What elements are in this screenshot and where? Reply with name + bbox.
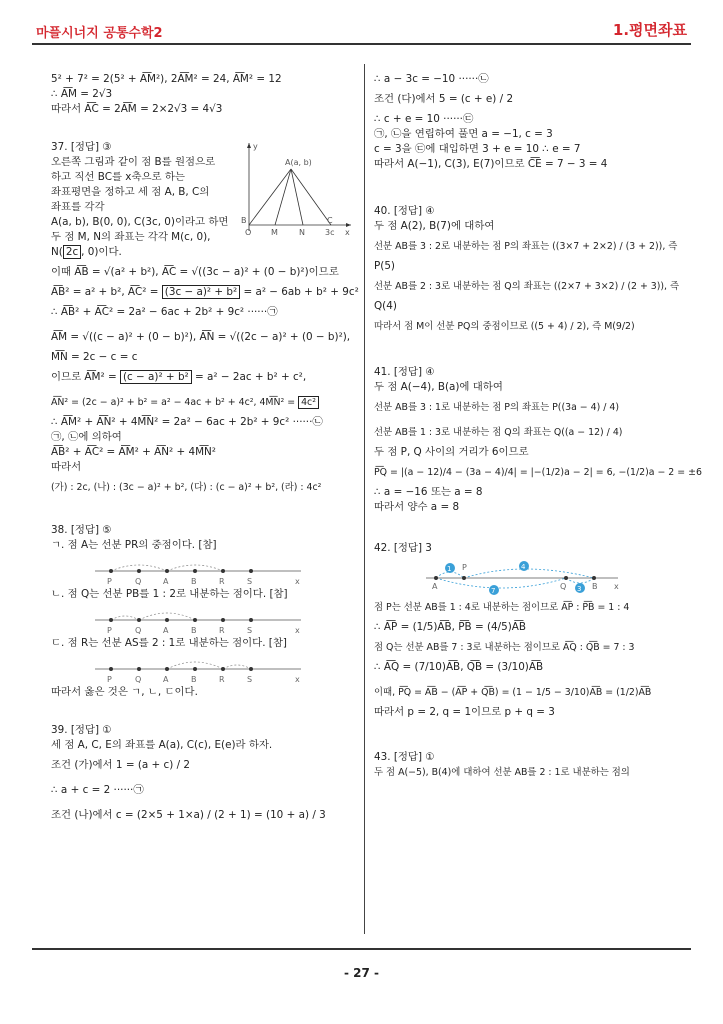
solution-text: 좌표평면을 정하고 세 점 A, B, C의 [51, 186, 210, 198]
b-label: B [191, 626, 197, 635]
statement: ㄷ. 점 R는 선분 AS를 2 : 1로 내분하는 점이다. [참] [51, 637, 287, 649]
origin-label: O [245, 228, 252, 237]
solution-text: 선분 AB를 3 : 2로 내분하는 점 P의 좌표는 ((3×7 + 2×2) / (3 + 2)), 즉 [374, 241, 678, 252]
equation: 따라서 [51, 461, 82, 473]
q-label: Q [135, 675, 142, 684]
ratio-4-badge: 4 [521, 563, 526, 571]
p-label: P [462, 563, 467, 572]
equation: A͞N² = (2c − a)² + b² = a² − 4ac + b² + 4c², 4M͞N² = [51, 397, 299, 408]
solution-text: ∴ A͞P = (1/5)A͞B, P͞B = (4/5)A͞B [374, 621, 527, 633]
answer-heading: 41. [정답] ④ [374, 366, 435, 378]
triangle-coordinate-figure [239, 139, 357, 239]
solution-text: 두 점 A(−4), B(a)에 대하여 [374, 381, 503, 393]
intro-line: ∴ a − 3c = −10 ······㉡ [374, 73, 489, 85]
answer-heading: 43. [정답] ① [374, 751, 435, 763]
solution-text: 두 점 A(2), B(7)에 대하여 [374, 220, 495, 232]
tick-3c-label: 3c [325, 228, 335, 237]
equation: ∴ A͞B² + A͞C² = 2a² − 6ac + 2b² + 9c² ······㉠ [51, 306, 278, 318]
problem-38 [51, 523, 369, 700]
q-label: Q [560, 582, 567, 591]
solution-text: ∴ a = −16 또는 a = 8 [374, 486, 483, 498]
equation: 이므로 A͞M² = [51, 371, 120, 383]
intro-line: 따라서 A͞C = 2A͞M = 2×2√3 = 4√3 [51, 103, 223, 115]
equation: = a² − 2ac + b² + c², [191, 371, 307, 383]
answer-heading: 38. [정답] ⑤ [51, 524, 112, 536]
right-column [374, 72, 702, 780]
solution-text: 이때, P͞Q = A͞B − (A͞P + Q͞B) = (1 − 1/5 − 3/10)A͞B = (1/2)A͞B [374, 687, 652, 698]
s-label: S [247, 577, 253, 586]
solution-text: 오른쪽 그림과 같이 점 B를 원점으로 [51, 156, 216, 168]
conclusion: 따라서 옳은 것은 ㄱ, ㄴ, ㄷ이다. [51, 686, 198, 698]
ratio-3-badge: 3 [577, 585, 582, 593]
x-axis-label: x [345, 228, 350, 237]
page-number: - 27 - [343, 966, 379, 980]
intro-line: 따라서 A(−1), C(3), E(7)이므로 C͞E = 7 − 3 = 4 [374, 158, 608, 170]
intro-line: 조건 (다)에서 5 = (c + e) / 2 [374, 93, 514, 105]
a-label: A [163, 675, 169, 684]
intro-line: ∴ A͞M = 2√3 [51, 88, 113, 100]
equation: ∴ A͞M² + A͞N² + 4M͞N² = 2a² − 6ac + 2b² + 9c² ······㉡ [51, 416, 323, 428]
solution-text: 세 점 A, C, E의 좌표를 A(a), C(c), E(e)라 하자. [51, 739, 273, 751]
equation: ∴ a + c = 2 ······㉠ [51, 784, 144, 796]
equation: = a² − 6ab + b² + 9c² [240, 286, 359, 298]
b-label: B [191, 675, 197, 684]
point-b-label: B [241, 216, 247, 225]
r-label: R [219, 626, 225, 635]
chapter-title: 1.평면좌표 [612, 21, 687, 39]
r-label: R [219, 577, 225, 586]
problem-39 [51, 723, 369, 828]
intro-line: ㉠, ㉡을 연립하여 풀면 a = −1, c = 3 [374, 128, 553, 140]
point-a-label: A(a, b) [285, 158, 312, 167]
solution-text: 따라서 점 M이 선분 PQ의 중점이므로 ((5 + 4) / 2), 즉 M(9/2) [374, 321, 635, 332]
number-line-figure [51, 651, 369, 685]
point-n-label: N [299, 228, 305, 237]
left-column [51, 72, 369, 828]
x-label: x [295, 577, 300, 586]
point-m-label: M [271, 228, 278, 237]
equation: A͞M = √((c − a)² + (0 − b)²), A͞N = √((2c − a)² + (0 − b)²), [51, 331, 351, 343]
a-label: A [163, 626, 169, 635]
b-label: B [592, 582, 598, 591]
point-c-label: C [327, 216, 333, 225]
solution-text: ∴ A͞Q = (7/10)A͞B, Q͞B = (3/10)A͞B [374, 661, 544, 673]
a-label: A [432, 582, 438, 591]
answer-heading: 40. [정답] ④ [374, 205, 435, 217]
solution-text: 점 P는 선분 AB를 1 : 4로 내분하는 점이므로 A͞P : P͞B = 1 : 4 [374, 602, 630, 613]
solution-text: A(a, b), B(0, 0), C(3c, 0)이라고 하면 [51, 216, 229, 228]
book-title: 마플시너지 공통수학2 [36, 26, 163, 41]
blank-box: 2c [63, 245, 81, 259]
s-label: S [247, 626, 253, 635]
blank-box: (3c − a)² + b² [162, 285, 240, 299]
answer-heading: 39. [정답] ① [51, 724, 112, 736]
problem-42 [374, 541, 692, 720]
b-label: B [191, 577, 197, 586]
y-axis-label: y [253, 142, 258, 151]
problem-43 [374, 750, 692, 780]
statement: ㄴ. 점 Q는 선분 PB를 1 : 2로 내분하는 점이다. [참] [51, 588, 288, 600]
equation: ㉠, ㉡에 의하여 [51, 431, 122, 443]
solution-text: 두 점 M, N의 좌표는 각각 M(c, 0), [51, 231, 211, 243]
solution-text: 선분 AB를 2 : 3로 내분하는 점 Q의 좌표는 ((2×7 + 3×2) / (2 + 3)), 즉 [374, 281, 680, 292]
p-label: P [107, 626, 112, 635]
equation: M͞N = 2c − c = c [51, 351, 138, 363]
solution-text: 두 점 P, Q 사이의 거리가 6이므로 [374, 446, 529, 458]
solution-text: 선분 AB를 3 : 1로 내분하는 점 P의 좌표는 P((3a − 4) / 4) [374, 402, 619, 413]
blank-box: 4c² [298, 396, 319, 409]
p-label: P [107, 675, 112, 684]
solution-text: 두 점 A(−5), B(4)에 대하여 선분 AB를 2 : 1로 내분하는 점의 [374, 767, 630, 778]
problem-41 [374, 365, 702, 515]
solution-text: 선분 AB를 1 : 3로 내분하는 점 Q의 좌표는 Q((a − 12) / 4) [374, 427, 623, 438]
n-coord-post: , 0)이다. [81, 246, 122, 258]
solution-text: 좌표를 각각 [51, 201, 105, 213]
problem-40 [374, 204, 692, 339]
statement: ㄱ. 점 A는 선분 PR의 중점이다. [참] [51, 539, 217, 551]
problem-37 [51, 140, 369, 500]
solution-text: 따라서 양수 a = 8 [374, 501, 460, 513]
solution-text: Q(4) [374, 300, 397, 312]
p-label: P [107, 577, 112, 586]
intro-line: c = 3을 ㉢에 대입하면 3 + e = 10 ∴ e = 7 [374, 143, 581, 155]
equation: A͞B² + A͞C² = A͞M² + A͞N² + 4M͞N² [51, 446, 216, 458]
equation: 조건 (가)에서 1 = (a + c) / 2 [51, 759, 191, 771]
segment-division-figure [374, 556, 692, 600]
equation: A͞B² = a² + b², A͞C² = [51, 286, 162, 298]
ratio-1-badge: 1 [447, 565, 452, 573]
header-rule [32, 43, 691, 45]
equation: (가) : 2c, (나) : (3c − a)² + b², (다) : (c − a)² + b², (라) : 4c² [51, 482, 322, 493]
intro-line: ∴ c + e = 10 ······㉢ [374, 113, 474, 125]
equation: 이때 A͞B = √(a² + b²), A͞C = √((3c − a)² + (0 − b)²)이므로 [51, 266, 339, 278]
solution-text: 하고 직선 BC를 x축으로 하는 [51, 171, 185, 183]
equation: 조건 (나)에서 c = (2×5 + 1×a) / (2 + 1) = (10 + a) / 3 [51, 809, 326, 821]
a-label: A [163, 577, 169, 586]
x-label: x [295, 675, 300, 684]
n-coord-pre: N( [51, 246, 63, 258]
r-label: R [219, 675, 225, 684]
number-line-figure [51, 602, 369, 636]
q-label: Q [135, 577, 142, 586]
ratio-7-badge: 7 [491, 587, 496, 595]
x-label: x [295, 626, 300, 635]
s-label: S [247, 675, 253, 684]
solution-text: P(5) [374, 260, 395, 272]
x-label: x [614, 582, 619, 591]
footer-rule [32, 948, 691, 950]
number-line-figure [51, 553, 369, 587]
intro-line: 5² + 7² = 2(5² + A͞M²), 2A͞M² = 24, A͞M² = 12 [51, 73, 282, 85]
solution-text: 따라서 p = 2, q = 1이므로 p + q = 3 [374, 706, 555, 718]
answer-heading: 37. [정답] ③ [51, 141, 112, 153]
blank-box: (c − a)² + b² [120, 370, 192, 384]
q-label: Q [135, 626, 142, 635]
solution-text: 점 Q는 선분 AB를 7 : 3로 내분하는 점이므로 A͞Q : Q͞B = 7 : 3 [374, 642, 635, 653]
solution-text: P͞Q = |(a − 12)/4 − (3a − 4)/4| = |−(1/2)a − 2| = 6, −(1/2)a − 2 = ±6 [374, 467, 702, 478]
answer-heading: 42. [정답] 3 [374, 542, 432, 554]
